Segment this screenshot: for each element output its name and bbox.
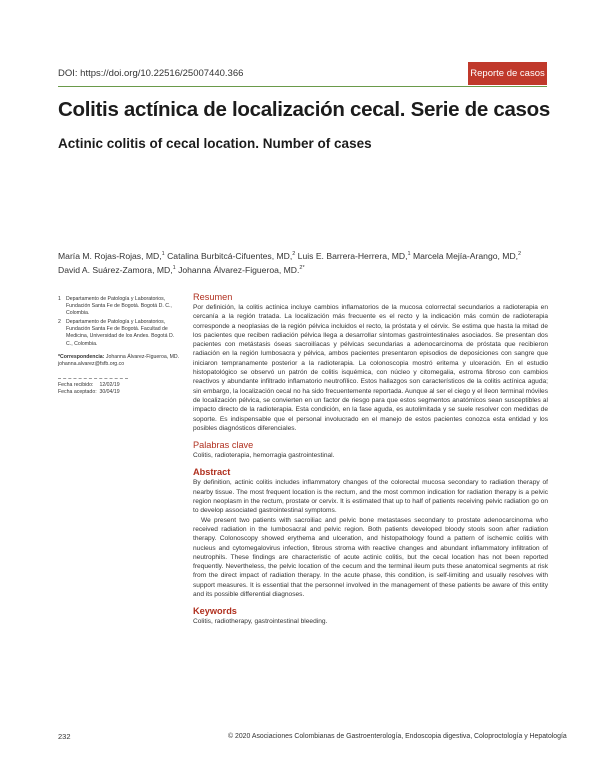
- affiliation-item: [58, 319, 180, 347]
- article-title-spanish: Colitis actínica de localización cecal. Serie de casos: [58, 98, 550, 121]
- author-affiliation-ref: 1: [161, 251, 165, 257]
- author-name: Catalina Burbitcá-Cifuentes, MD,: [167, 250, 293, 261]
- affiliation-text: Departamento de Patología y Laboratorios, Fundación Santa Fe de Bogotá. Bogotá D. C., Colombia.: [66, 296, 172, 317]
- abstract-heading: Abstract: [193, 467, 231, 478]
- affiliation-number: 2: [58, 319, 61, 326]
- author-affiliation-ref: 2*: [299, 265, 305, 272]
- author-line-1: [58, 248, 548, 262]
- date-received: [58, 382, 180, 389]
- date-value: 30/04/19: [99, 388, 120, 395]
- date-label: Fecha aceptado:: [58, 388, 97, 395]
- resumen-text: Por definición, la colitis actínica incluye cambios inflamatorios de la mucosa colorrectal secundarios a radioterapia en cercanía a la región tratada. La localización más frecuente es el recto y la indicación más común de radioterapia corresponde a neoplasias de la región pélvica incluidos el recto, la próstata y el cérvix. Se estima que hasta la mitad de los pacientes que reciben radiación pélvica llega a desarrollar síntomas gastrointestinales asociados. Se presentan dos pacientes con metástasis óseas sacroilíacas y pélvicas secundarias a adenocarcinoma de próstata que recibieron radiación en la región lumbosacra y pélvica, ambos pacientes presentaron episodios de deposiciones con sangre que iniciaron tempranamente posterior a la radioterapia. La colonoscopia mostró eritema y ulceración. En el estudio histopatológico se observó un patrón de colitis isquémica, con núcleo y citomegalia, estroma fibroso con cambios reactivos y abundante infiltrado inflamatorio neutrofílico. Estos hallazgos son característicos de la colitis actínica aguda; sin embargo, la localización cecal no ha sido frecuentemente reportada. Aunque al ser el ciego y el íleon terminal móviles de localización pélvica, se convierten en un factor de riesgo para que estos segmentos anatómicos sean susceptibles al impacto directo de la radioterapia. Esta condición, en la fase aguda, es autolimitada y se suele resolver con medidas de soporte. Es indispensable que el personal involucrado en el manejo de estos pacientes conozca esta entidad y los posibles diagnósticos diferenciales.: [193, 304, 548, 432]
- affiliation-number: 1: [58, 296, 61, 302]
- author-name: Johanna Álvarez-Figueroa, MD.: [178, 265, 300, 276]
- affiliation-item: [58, 296, 180, 317]
- author-name: David A. Suárez-Zamora, MD,: [58, 265, 173, 276]
- author-name: Marcela Mejía-Arango, MD,: [412, 250, 519, 261]
- author-affiliation-ref: 1: [407, 251, 411, 257]
- article-title-english: Actinic colitis of cecal location. Number of cases: [58, 136, 372, 151]
- dates-divider: [58, 378, 128, 379]
- correspondence-label: *Correspondencia:: [58, 353, 105, 360]
- copyright-notice: © 2020 Asociaciones Colombianas de Gastroenterología, Endoscopia digestiva, Coloproctología y Hepatología: [228, 733, 567, 740]
- correspondence: [58, 354, 180, 368]
- author-affiliation-ref: 2: [518, 251, 522, 257]
- keywords-text: Colitis, radiotherapy, gastrointestinal bleeding.: [193, 618, 328, 626]
- main-column: [193, 292, 548, 627]
- page-number: 232: [58, 732, 71, 741]
- header-divider: [58, 86, 547, 87]
- date-label: Fecha recibido:: [58, 381, 94, 388]
- author-affiliation-ref: 1: [172, 265, 176, 272]
- author-list: [58, 248, 548, 277]
- date-value: 12/02/19: [99, 381, 120, 388]
- abstract-paragraph-2: We present two patients with sacroiliac and pelvic bone metastases secondary to prostate adenocarcinoma who received radiation in the lumbosacral and pelvic region. Both patients developed bloody stools soon after radiation therapy. Colonoscopy showed erythema and ulceration, and histopathology found a pattern of ischemic colitis with nucleus and cytomegalovirus infection, fibrous stroma with reactive changes and abundant inflammatory infiltration of neutrophils. These findings are characteristic of acute actinic colitis, but the cecal location has not been reported frequently. Nevertheless, the pelvic location of the cecum and the terminal ileum puts these anatomical segments at risk from the direct impact of radiation therapy. In the acute phase, this condition, is self-limiting and usually resolves with support measures. It is essential that the personnel involved in the management of these patients be aware of this entity and its possible differential diagnoses.: [193, 516, 548, 599]
- resumen-heading: Resumen: [193, 292, 233, 302]
- palabras-clave-text: Colitis, radioterapia, hemorragia gastrointestinal.: [193, 452, 335, 460]
- abstract-paragraph-1: By definition, actinic colitis includes inflammatory changes of the colorectal mucosa secondary to radiation therapy of nearby tissue. The most frequent location is the rectum, and the most common indication for radiation therapy is a pelvic region neoplasm in the rectum, prostate or cervix. It is estimated that up to half of patients receiving pelvic radiation go on to develop associated gastrointestinal symptoms.: [193, 479, 548, 515]
- author-name: María M. Rojas-Rojas, MD,: [58, 250, 162, 261]
- date-accepted: [58, 389, 180, 396]
- author-line-2: [58, 262, 548, 276]
- author-affiliation-ref: 2: [292, 251, 296, 257]
- author-name: Luis E. Barrera-Herrera, MD,: [297, 250, 408, 261]
- affiliation-text: Departamento de Patología y Laboratorios, Fundación Santa Fe de Bogotá. Facultad de Medicina, Universidad de los Andes. Bogotá D. C., Colombia.: [66, 319, 175, 347]
- section-badge: Reporte de casos: [468, 62, 547, 85]
- sidebar-notes: [58, 296, 180, 396]
- palabras-clave-heading: Palabras clave: [193, 440, 254, 451]
- doi-link[interactable]: DOI: https://doi.org/10.22516/25007440.366: [58, 68, 244, 79]
- keywords-heading: Keywords: [193, 606, 237, 617]
- correspondence-text[interactable]: Johanna Álvarez-Figueroa, MD. johanna.alvarez@fsfb.org.co: [58, 353, 180, 367]
